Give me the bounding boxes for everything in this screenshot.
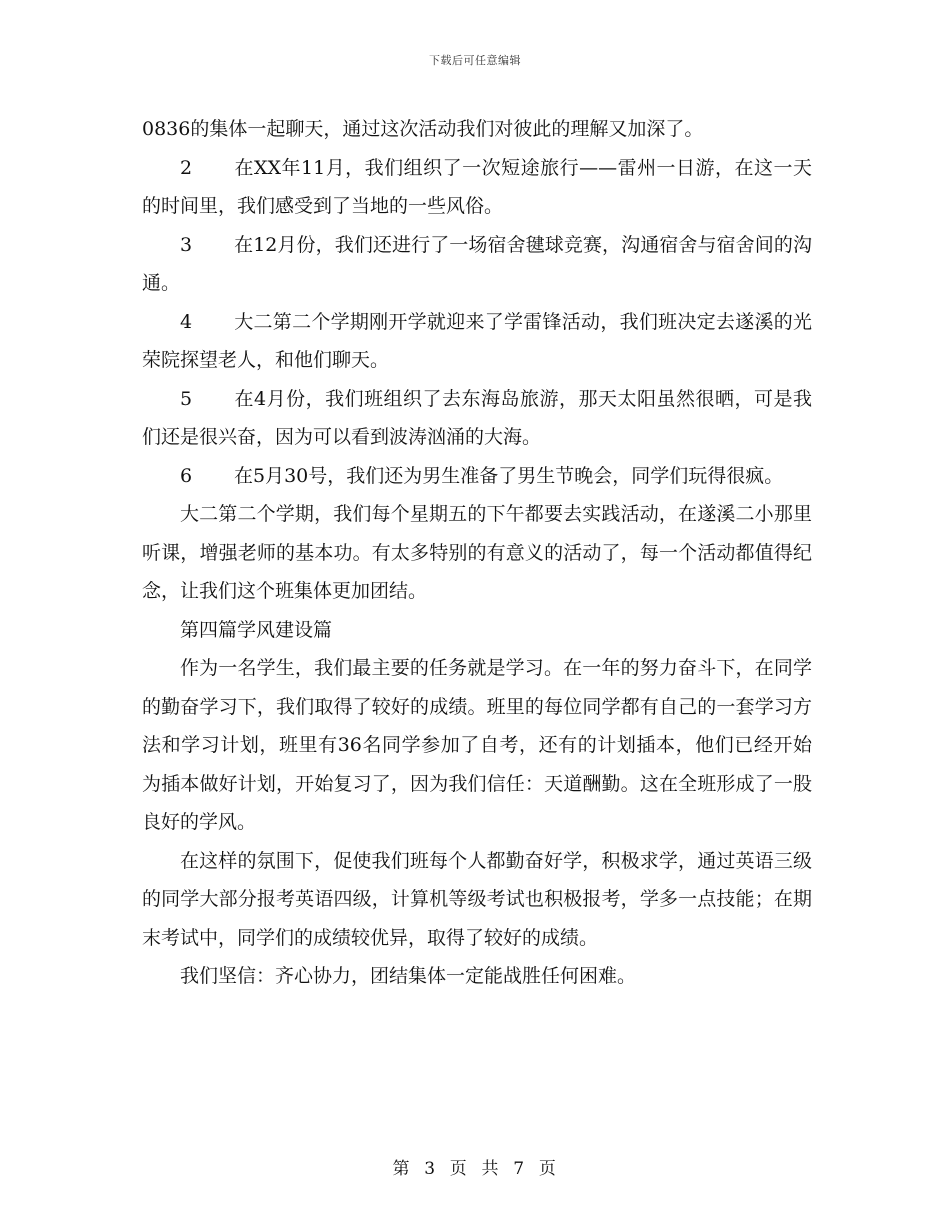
document-body [142, 110, 812, 996]
list-item-number: 4 [180, 310, 193, 333]
list-item-text: 在4月份，我们班组织了去东海岛旅游，那天太阳虽然很晒，可是我们还是很兴奋，因为可以看到波涛汹涌的大海。 [142, 387, 812, 448]
list-item-2 [142, 149, 812, 226]
list-item-text: 在12月份，我们还进行了一场宿舍毽球竞赛，沟通宿舍与宿舍间的沟通。 [142, 233, 812, 294]
list-item-6 [142, 457, 812, 496]
list-item-4 [142, 303, 812, 380]
list-item-text: 在XX年11月，我们组织了一次短途旅行——雷州一日游，在这一天的时间里，我们感受到了当地的一些风俗。 [142, 156, 812, 217]
page-footer: 第 3 页 共 7 页 [392, 1159, 558, 1179]
list-item-3 [142, 226, 812, 303]
paragraph-intro: 0836的集体一起聊天，通过这次活动我们对彼此的理解又加深了。 [142, 118, 704, 140]
paragraph-study-1: 作为一名学生，我们最主要的任务就是学习。在一年的努力奋斗下，在同学的勤奋学习下，我们取得了较好的成绩。班里的每位同学都有自己的一套学习方法和学习计划，班里有36名同学参加了自考，还有的计划插本，他们已经开始为插本做好计划，开始复习了，因为我们信任：天道酬勤。这在全班形成了一股良好的学风。 [142, 657, 812, 833]
page-header: 下载后可任意编辑 [429, 54, 521, 67]
list-item-5 [142, 380, 812, 457]
list-item-number: 5 [180, 387, 193, 410]
list-item-number: 6 [180, 464, 193, 487]
list-item-text: 在5月30号，我们还为男生准备了男生节晚会，同学们玩得很疯。 [234, 464, 784, 487]
list-item-number: 2 [180, 156, 193, 179]
list-item-text: 大二第二个学期刚开学就迎来了学雷锋活动，我们班决定去遂溪的光荣院探望老人，和他们聊天。 [142, 310, 812, 371]
list-item-number: 3 [180, 233, 193, 256]
paragraph-study-2: 在这样的氛围下，促使我们班每个人都勤奋好学，积极求学，通过英语三级的同学大部分报考英语四级，计算机等级考试也积极报考，学多一点技能；在期末考试中，同学们的成绩较优异，取得了较好的成绩。 [142, 849, 812, 949]
paragraph-practice: 大二第二个学期，我们每个星期五的下午都要去实践活动，在遂溪二小那里听课，增强老师的基本功。有太多特别的有意义的活动了，每一个活动都值得纪念，让我们这个班集体更加团结。 [142, 503, 812, 602]
section-title: 第四篇学风建设篇 [180, 618, 333, 641]
paragraph-final: 我们坚信：齐心协力，团结集体一定能战胜任何困难。 [180, 965, 637, 987]
